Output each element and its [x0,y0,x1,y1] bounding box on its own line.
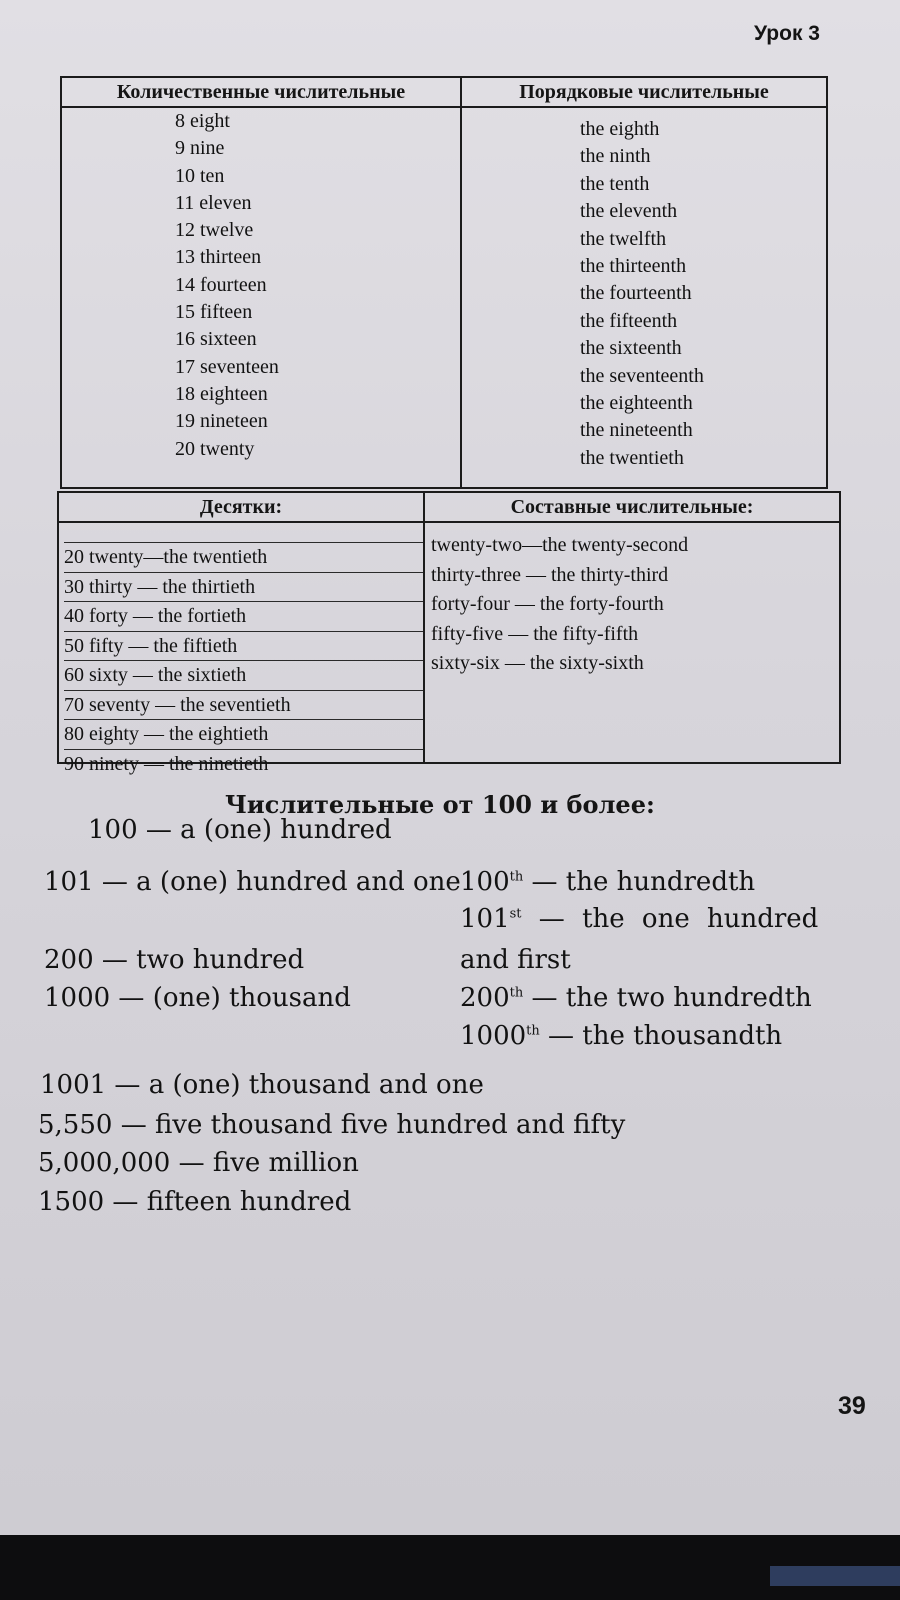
ordinal-column [462,78,826,487]
ordinal-row: the eleventh [580,200,678,223]
cardinal-row: 16 sixteen [175,328,257,351]
cardinal-row: 19 nineteen [175,410,268,433]
cardinal-row: 15 fifteen [175,301,253,324]
page-number: 39 [838,1392,866,1420]
cardinal-row: 8 eight [175,110,230,132]
ordinal-row: the nineteenth [580,419,693,442]
ordinal-1000th-text: — the thousandth [539,1021,783,1051]
tens-row: 90 ninety — the ninetieth [64,749,423,779]
ordinal-100th [460,867,755,897]
cardinal-row: 12 twelve [175,219,254,242]
cardinal-ordinal-table [60,76,828,489]
tens-list [59,542,423,778]
cardinal-row: 20 twenty [175,437,255,460]
compound-row: fifty-five — the fifty-fifth [431,622,639,645]
ordinal-row: the fourteenth [580,282,692,305]
compound-row: twenty-two—the twenty-second [431,534,689,556]
ordinal-100th-num: 100 [460,867,510,897]
line-5550: 5,550 — five thousand five hundred and fifty [38,1110,626,1140]
ordinal-100th-text: — the hundredth [523,867,756,897]
ordinal-1000th [460,1021,782,1051]
ordinal-200th [460,983,812,1013]
ordinal-row: the eighth [580,118,660,140]
ordinal-row: the tenth [580,172,650,195]
cardinal-header: Количественные числительные [62,78,460,108]
line-1001: 1001 — a (one) thousand and one [40,1070,484,1100]
ordinal-row: the thirteenth [580,254,687,277]
line-1500: 1500 — fifteen hundred [38,1187,352,1217]
ordinal-100th-sup: th [509,869,524,885]
ordinal-row: the ninth [580,145,651,168]
ordinal-200th-text: — the two hundredth [523,983,812,1013]
tens-row: 40 forty — the fortieth [64,601,423,631]
ordinal-1000th-sup: th [526,1023,540,1039]
cardinal-row: 9 nine [175,137,225,160]
ordinal-row: the twelfth [580,227,667,250]
compound-row: sixty-six — the sixty-sixth [431,652,644,674]
ordinal-200th-num: 200 [460,983,510,1013]
compound-row: forty-four — the forty-fourth [431,593,664,615]
photo-background-object [770,1566,900,1586]
ordinal-101st-text: — the one hundred [521,904,819,934]
line-5-million: 5,000,000 — five million [38,1148,359,1178]
ordinal-row: the sixteenth [580,337,682,360]
ordinal-row: the twentieth [580,446,684,469]
ordinal-list [462,116,826,472]
ordinal-101st-cont: and first [460,945,571,975]
tens-compound-table [57,491,841,775]
cardinal-row: 11 eleven [175,191,252,214]
tens-row: 60 sixty — the sixtieth [64,660,423,690]
cardinal-column [62,78,462,487]
tens-header: Десятки: [59,493,423,523]
cardinal-row: 14 fourteen [175,273,267,296]
photo-background-edge [0,1535,900,1600]
lesson-header: Урок 3 [754,22,820,45]
ordinal-101st [460,904,818,934]
tens-row: 70 seventy — the seventieth [64,690,423,720]
tens-row: 80 eighty — the eightieth [64,719,423,749]
ordinal-row: the seventeenth [580,364,704,387]
line-100: 100 — a (one) hundred [88,815,392,845]
ordinal-101st-sup: st [509,906,522,922]
line-1000: 1000 — (one) thousand [44,983,351,1013]
cardinal-list [62,108,460,463]
cardinal-row: 10 ten [175,164,225,187]
cardinal-row: 17 seventeen [175,355,279,378]
tens-row: 30 thirty — the thirtieth [64,572,423,602]
tens-row: 20 twenty—the twentieth [64,542,423,572]
ordinal-row: the fifteenth [580,309,678,332]
hundreds-title: Числительные от 100 и более: [225,790,655,819]
line-200: 200 — two hundred [44,945,305,975]
tens-column [59,493,425,775]
compound-header: Составные числительные: [425,493,839,523]
compound-column [425,493,839,762]
ordinal-row: the eighteenth [580,391,693,414]
compound-list [425,531,839,679]
ordinal-header: Порядковые числительные [462,78,826,108]
cardinal-row: 13 thirteen [175,246,262,269]
compound-row: thirty-three — the thirty-third [431,563,669,586]
ordinal-1000th-num: 1000 [460,1021,527,1051]
ordinal-200th-sup: th [509,985,524,1001]
tens-row: 50 fifty — the fiftieth [64,631,423,661]
line-101: 101 — a (one) hundred and one [44,867,461,897]
cardinal-row: 18 eighteen [175,382,268,405]
ordinal-101st-num: 101 [460,904,510,934]
